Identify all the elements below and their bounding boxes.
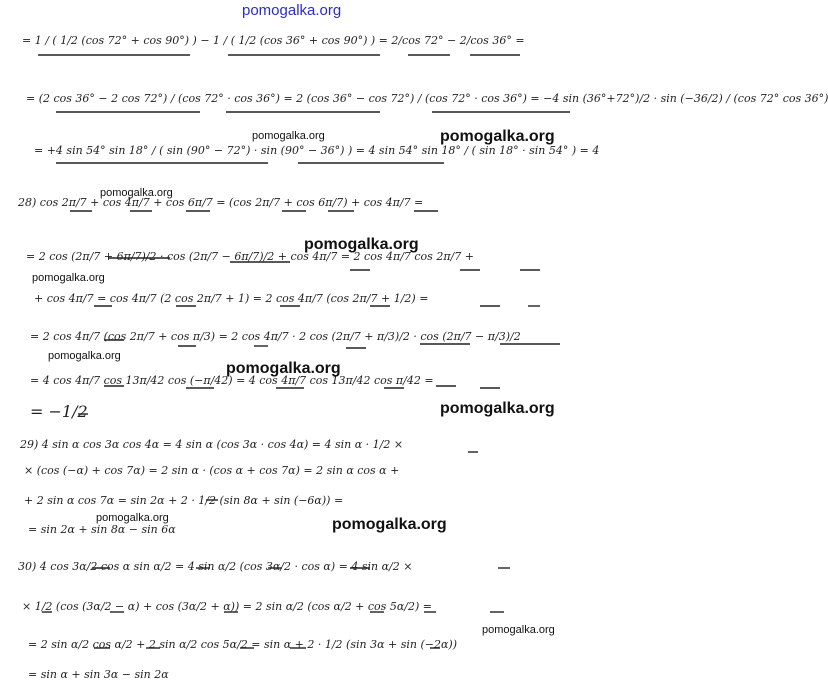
site-watermark: pomogalka.org bbox=[440, 400, 555, 417]
site-watermark: pomogalka.org bbox=[482, 624, 555, 636]
site-watermark: pomogalka.org bbox=[96, 512, 169, 524]
math-line-7: = 2 cos 4π/7 (cos 2π/7 + cos π/3) = 2 cos 4π/7 · 2 cos (2π/7 + π/3)/2 · cos (2π/7 − π/3)/2 bbox=[30, 330, 521, 343]
site-watermark: pomogalka.org bbox=[226, 360, 341, 377]
site-watermark: pomogalka.org bbox=[32, 272, 105, 284]
math-line-17: = sin α + sin 3α − sin 2α bbox=[28, 668, 169, 681]
math-line-16: = 2 sin α/2 cos α/2 + 2 sin α/2 cos 5α/2 = sin α + 2 · 1/2 (sin 3α + sin (−2α)) bbox=[28, 638, 457, 651]
math-line-10: 29) 4 sin α cos 3α cos 4α = 4 sin α (cos 3α · cos 4α) = 4 sin α · 1/2 × bbox=[20, 438, 404, 451]
math-line-8: = 4 cos 4π/7 cos 13π/42 cos (−π/42) = 4 cos 4π/7 cos 13π/42 cos π/42 = bbox=[30, 374, 434, 387]
math-line-9: = −1/2 bbox=[30, 402, 88, 421]
site-watermark: pomogalka.org bbox=[252, 130, 325, 142]
math-line-15: × 1/2 (cos (3α/2 − α) + cos (3α/2 + α)) = 2 sin α/2 (cos α/2 + cos 5α/2) = bbox=[22, 600, 432, 613]
site-watermark: pomogalka.org bbox=[440, 128, 555, 145]
math-line-13: = sin 2α + sin 8α − sin 6α bbox=[28, 523, 176, 536]
math-line-11: × (cos (−α) + cos 7α) = 2 sin α · (cos α + cos 7α) = 2 sin α cos α + bbox=[24, 464, 400, 477]
site-watermark: pomogalka.org bbox=[100, 187, 173, 199]
math-line-4: 28) cos 2π/7 + cos 4π/7 + cos 6π/7 = (cos 2π/7 + cos 6π/7) + cos 4π/7 = bbox=[18, 196, 424, 209]
math-line-14: 30) 4 cos 3α/2 cos α sin α/2 = 4 sin α/2 (cos 3α/2 · cos α) = 4 sin α/2 × bbox=[18, 560, 413, 573]
math-line-2: = (2 cos 36° − 2 cos 72°) / (cos 72° · cos 36°) = 2 (cos 36° − cos 72°) / (cos 72° · cos 36°) = −4 sin (36°+72°)/2 · sin (−36/2) / (cos 72° cos 36°) bbox=[26, 92, 828, 105]
math-line-5: = 2 cos (2π/7 + 6π/7)/2 · cos (2π/7 − 6π/7)/2 + cos 4π/7 = 2 cos 4π/7 cos 2π/7 + bbox=[26, 250, 474, 263]
site-watermark: pomogalka.org bbox=[48, 350, 121, 362]
math-line-1: = 1 / ( 1/2 (cos 72° + cos 90°) ) − 1 / ( 1/2 (cos 36° + cos 90°) ) = 2/cos 72° − 2/cos 36° = bbox=[22, 34, 525, 47]
math-line-6: + cos 4π/7 = cos 4π/7 (2 cos 2π/7 + 1) = 2 cos 4π/7 (cos 2π/7 + 1/2) = bbox=[34, 292, 429, 305]
site-watermark: pomogalka.org bbox=[304, 236, 419, 253]
math-line-12: + 2 sin α cos 7α = sin 2α + 2 · 1/2 (sin 8α + sin (−6α)) = bbox=[24, 494, 344, 507]
math-line-3: = +4 sin 54° sin 18° / ( sin (90° − 72°) · sin (90° − 36°) ) = 4 sin 54° sin 18° / ( sin 18° · sin 54° ) = 4 bbox=[34, 144, 600, 157]
site-watermark: pomogalka.org bbox=[332, 516, 447, 533]
site-watermark-top: pomogalka.org bbox=[242, 2, 342, 19]
